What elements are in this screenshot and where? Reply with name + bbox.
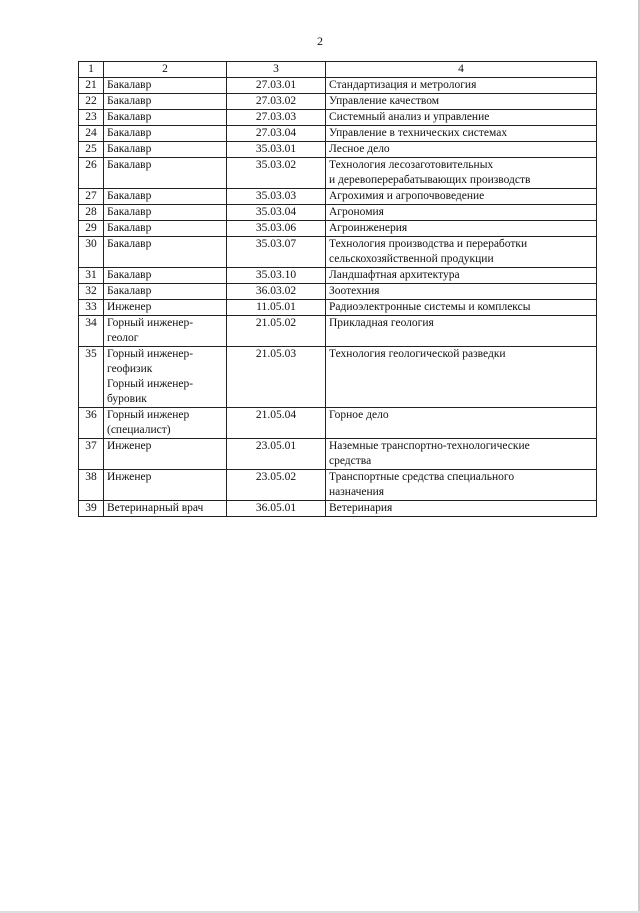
specialty-cell: Наземные транспортно-технологические средства — [326, 439, 597, 470]
specialty-cell: Технология лесозаготовительных и деревоперерабатывающих производств — [326, 158, 597, 189]
table-row — [79, 408, 597, 439]
code-cell: 35.03.07 — [227, 237, 326, 268]
table-row — [79, 347, 597, 408]
specialty-cell: Прикладная геология — [326, 316, 597, 347]
table-row — [79, 94, 597, 110]
qualification-cell: Бакалавр — [104, 94, 227, 110]
table-row — [79, 158, 597, 189]
page-number: 2 — [317, 34, 323, 48]
specialty-cell: Ветеринария — [326, 501, 597, 517]
table-row — [79, 142, 597, 158]
code-cell: 36.05.01 — [227, 501, 326, 517]
code-cell: 21.05.03 — [227, 347, 326, 408]
table-row — [79, 268, 597, 284]
qualification-cell: Бакалавр — [104, 126, 227, 142]
specialty-cell: Радиоэлектронные системы и комплексы — [326, 300, 597, 316]
row-number: 32 — [79, 284, 104, 300]
table-header-row — [79, 62, 597, 78]
code-cell: 23.05.02 — [227, 470, 326, 501]
qualification-cell: Бакалавр — [104, 284, 227, 300]
row-number: 33 — [79, 300, 104, 316]
row-number: 25 — [79, 142, 104, 158]
code-cell: 27.03.04 — [227, 126, 326, 142]
header-col-4: 4 — [326, 62, 597, 78]
qualification-cell: Горный инженер (специалист) — [104, 408, 227, 439]
code-cell: 27.03.01 — [227, 78, 326, 94]
specialty-cell: Горное дело — [326, 408, 597, 439]
qualification-cell: Горный инженер- геофизик Горный инженер- буровик — [104, 347, 227, 408]
table-body — [79, 78, 597, 517]
row-number: 37 — [79, 439, 104, 470]
qualification-cell: Бакалавр — [104, 205, 227, 221]
code-cell: 27.03.02 — [227, 94, 326, 110]
table-row — [79, 189, 597, 205]
qualification-cell: Инженер — [104, 300, 227, 316]
table-row — [79, 221, 597, 237]
qualification-cell: Бакалавр — [104, 110, 227, 126]
row-number: 36 — [79, 408, 104, 439]
header-col-1: 1 — [79, 62, 104, 78]
row-number: 39 — [79, 501, 104, 517]
code-cell: 35.03.01 — [227, 142, 326, 158]
row-number: 34 — [79, 316, 104, 347]
row-number: 24 — [79, 126, 104, 142]
qualification-cell: Бакалавр — [104, 158, 227, 189]
row-number: 27 — [79, 189, 104, 205]
table-row — [79, 284, 597, 300]
row-number: 26 — [79, 158, 104, 189]
table-row — [79, 470, 597, 501]
code-cell: 35.03.04 — [227, 205, 326, 221]
specialty-cell: Транспортные средства специального назначения — [326, 470, 597, 501]
table-row — [79, 78, 597, 94]
table-row — [79, 126, 597, 142]
specialty-cell: Ландшафтная архитектура — [326, 268, 597, 284]
qualification-cell: Бакалавр — [104, 268, 227, 284]
row-number: 21 — [79, 78, 104, 94]
code-cell: 35.03.02 — [227, 158, 326, 189]
table-row — [79, 316, 597, 347]
row-number: 30 — [79, 237, 104, 268]
header-col-3: 3 — [227, 62, 326, 78]
qualification-cell: Ветеринарный врач — [104, 501, 227, 517]
qualification-cell: Бакалавр — [104, 221, 227, 237]
code-cell: 36.03.02 — [227, 284, 326, 300]
specialty-cell: Управление в технических системах — [326, 126, 597, 142]
row-number: 29 — [79, 221, 104, 237]
qualification-cell: Инженер — [104, 470, 227, 501]
code-cell: 35.03.10 — [227, 268, 326, 284]
specialty-cell: Лесное дело — [326, 142, 597, 158]
qualification-cell: Бакалавр — [104, 237, 227, 268]
specialty-cell: Агроинженерия — [326, 221, 597, 237]
specialty-cell: Зоотехния — [326, 284, 597, 300]
specialty-cell: Системный анализ и управление — [326, 110, 597, 126]
table-row — [79, 501, 597, 517]
qualification-cell: Бакалавр — [104, 78, 227, 94]
qualification-cell: Горный инженер- геолог — [104, 316, 227, 347]
row-number: 31 — [79, 268, 104, 284]
specialties-table — [78, 61, 597, 517]
specialty-cell: Агрономия — [326, 205, 597, 221]
code-cell: 11.05.01 — [227, 300, 326, 316]
table-row — [79, 110, 597, 126]
table-row — [79, 205, 597, 221]
table-row — [79, 300, 597, 316]
specialty-cell: Технология геологической разведки — [326, 347, 597, 408]
code-cell: 35.03.03 — [227, 189, 326, 205]
specialty-cell: Управление качеством — [326, 94, 597, 110]
specialty-cell: Технология производства и переработки сельскохозяйственной продукции — [326, 237, 597, 268]
qualification-cell: Инженер — [104, 439, 227, 470]
table-row — [79, 237, 597, 268]
table-row — [79, 439, 597, 470]
code-cell: 35.03.06 — [227, 221, 326, 237]
header-col-2: 2 — [104, 62, 227, 78]
code-cell: 21.05.02 — [227, 316, 326, 347]
specialty-cell: Агрохимия и агропочвоведение — [326, 189, 597, 205]
row-number: 28 — [79, 205, 104, 221]
code-cell: 21.05.04 — [227, 408, 326, 439]
row-number: 35 — [79, 347, 104, 408]
qualification-cell: Бакалавр — [104, 142, 227, 158]
qualification-cell: Бакалавр — [104, 189, 227, 205]
specialty-cell: Стандартизация и метрология — [326, 78, 597, 94]
row-number: 23 — [79, 110, 104, 126]
row-number: 38 — [79, 470, 104, 501]
code-cell: 27.03.03 — [227, 110, 326, 126]
code-cell: 23.05.01 — [227, 439, 326, 470]
row-number: 22 — [79, 94, 104, 110]
